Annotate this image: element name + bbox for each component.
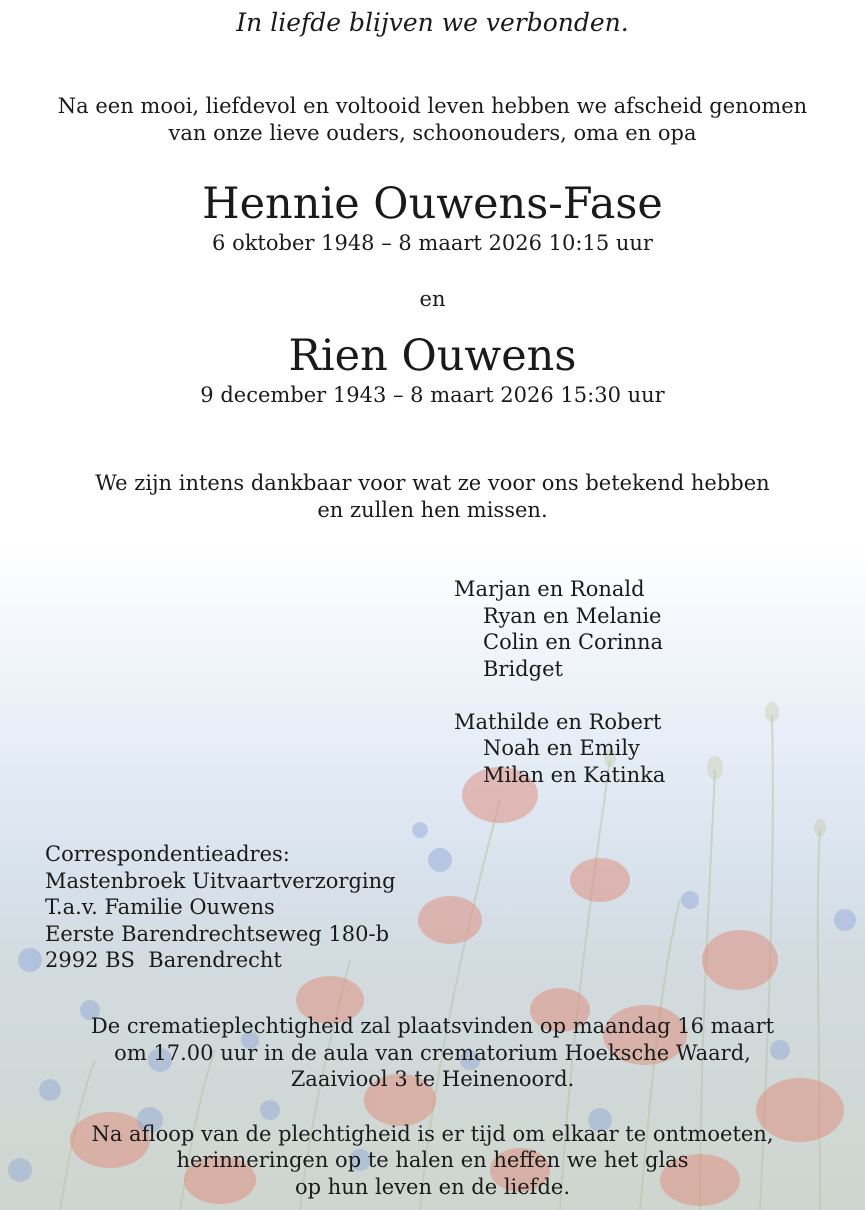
family-member: Colin en Corinna — [483, 630, 664, 654]
family-member: Noah en Emily — [483, 736, 640, 760]
correspondence-label: Correspondentieadres: — [45, 842, 290, 866]
person1-name: Hennie Ouwens-Fase — [202, 179, 663, 229]
correspondence-line: T.a.v. Familie Ouwens — [45, 895, 275, 919]
family-group-1-head: Marjan en Ronald — [454, 577, 645, 601]
closing-line-2: herinneringen op te halen en heffen we het glas — [176, 1148, 689, 1172]
closing-line-3: op hun leven en de liefde. — [295, 1175, 570, 1199]
motto: In liefde blijven we verbonden. — [236, 8, 629, 37]
family-member: Milan en Katinka — [483, 763, 666, 787]
gratitude-line-2: en zullen hen missen. — [317, 498, 548, 522]
closing-line-1: Na afloop van de plechtigheid is er tijd om elkaar te ontmoeten, — [91, 1122, 774, 1146]
family-member: Ryan en Melanie — [483, 604, 662, 628]
ceremony-line-3: Zaaiviool 3 te Heinenoord. — [290, 1067, 575, 1091]
family-group-2-head: Mathilde en Robert — [454, 710, 662, 734]
correspondence-line: Eerste Barendrechtseweg 180-b — [45, 922, 390, 946]
ceremony-line-2: om 17.00 uur in de aula van crematorium Hoeksche Waard, — [114, 1041, 751, 1065]
family-member: Bridget — [483, 657, 563, 681]
ceremony-line-1: De crematieplechtigheid zal plaatsvinden op maandag 16 maart — [90, 1014, 775, 1038]
person1-dates: 6 oktober 1948 – 8 maart 2026 10:15 uur — [212, 231, 653, 255]
correspondence-line: 2992 BS Barendrecht — [45, 948, 282, 972]
intro-line-1: Na een mooi, liefdevol en voltooid leven hebben we afscheid genomen — [57, 94, 808, 118]
correspondence-line: Mastenbroek Uitvaartverzorging — [45, 869, 396, 893]
person2-name: Rien Ouwens — [288, 331, 577, 381]
intro-line-2: van onze lieve ouders, schoonouders, oma en opa — [168, 121, 697, 145]
gratitude-line-1: We zijn intens dankbaar voor wat ze voor ons betekend hebben — [95, 471, 770, 495]
person2-dates: 9 december 1943 – 8 maart 2026 15:30 uur — [200, 383, 665, 407]
conjunction: en — [419, 287, 446, 311]
